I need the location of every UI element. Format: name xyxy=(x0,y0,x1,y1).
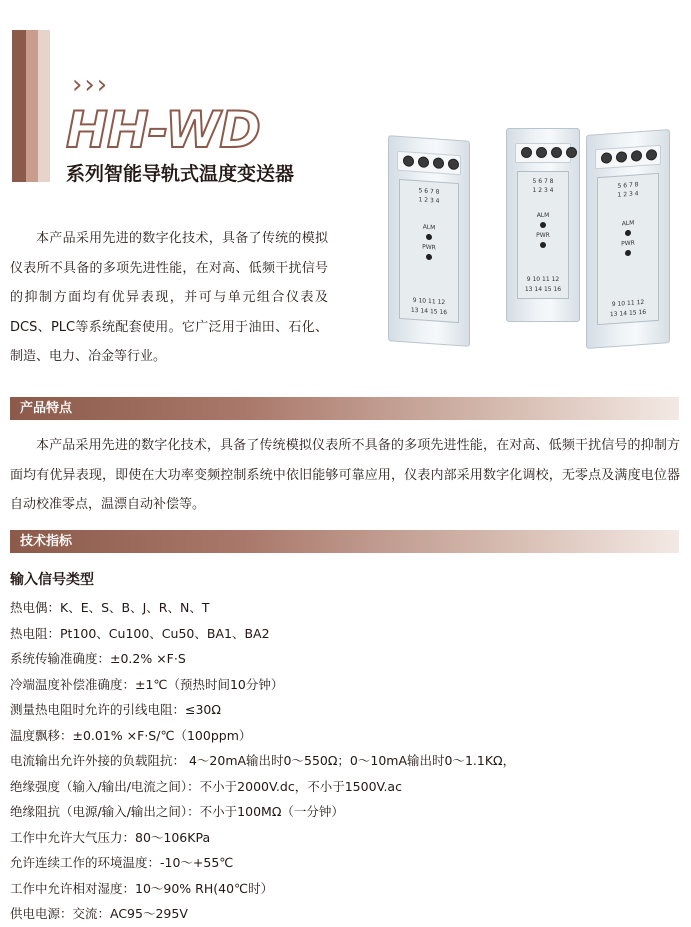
stripe-medium xyxy=(26,30,38,182)
led-label-alm: ALM xyxy=(621,219,635,228)
spec-item: 绝缘阻抗（电源/输入/输出之间）：不小于100MΩ（一分钟） xyxy=(10,804,344,819)
led-label-pwr: PWR xyxy=(536,232,550,239)
features-text xyxy=(10,431,680,520)
front-panel xyxy=(399,179,459,323)
led-label-alm: ALM xyxy=(422,223,436,232)
product-image xyxy=(368,118,678,358)
alarm-led xyxy=(426,234,432,240)
device-left xyxy=(388,135,470,347)
spec-item: 工作中允许相对湿度：10～90% RH(40℃时） xyxy=(10,880,274,896)
terminal-numbers-bottom-2: 13 14 15 16 xyxy=(524,286,562,293)
spec-item: 绝缘强度（输入/输出/电流之间）：不小于2000V.dc，不小于1500V.ac xyxy=(10,778,402,794)
decorative-stripes xyxy=(12,30,50,182)
spec-item: 测量热电阻时允许的引线电阻：≤30Ω xyxy=(10,702,221,717)
intro-text xyxy=(10,224,328,372)
terminal-numbers-top: 5 6 7 8 xyxy=(418,187,440,196)
front-panel xyxy=(597,173,659,325)
spec-item: 温度飘移：±0.01% ×F·S/℃（100ppm） xyxy=(10,727,252,743)
spec-item: 电流输出允许外接的负载阻抗： 4～20mA输出时0～550Ω；0～10mA输出时0～1.1KΩ， xyxy=(10,753,516,768)
device-center xyxy=(506,128,580,322)
model-name: HH-WD xyxy=(66,101,260,159)
spec-item: 工作中允许大气压力：80～106KPa xyxy=(10,829,211,845)
spec-item: 冷端温度补偿准确度：±1℃（预热时间10分钟） xyxy=(10,676,284,692)
terminal-numbers-bottom: 9 10 11 12 xyxy=(412,296,446,307)
features-title: 产品特点 xyxy=(20,401,73,416)
spec-list xyxy=(10,595,680,927)
terminal-numbers-top-2: 1 2 3 4 xyxy=(418,196,440,205)
led-label-pwr: PWR xyxy=(621,239,635,248)
alarm-led xyxy=(625,230,631,236)
power-led xyxy=(625,250,631,256)
intro-paragraph: 本产品采用先进的数字化技术，具备了传统的模拟仪表所不具备的多项先进性能，在对高、低频干扰信号的抑制方面均有优异表现，并可与单元组合仪表及DCS、PLC等系统配套使用。它广泛用于油田、石化、制造、电力、冶金等行业。 xyxy=(10,231,328,364)
terminal-screws xyxy=(521,147,577,158)
terminal-numbers-top-2: 1 2 3 4 xyxy=(617,190,639,199)
front-panel xyxy=(517,171,569,299)
terminal-numbers-bottom: 9 10 11 12 xyxy=(526,276,560,283)
alarm-led xyxy=(540,222,546,228)
chevrons-icon: ››› xyxy=(72,70,110,100)
terminal-numbers-top: 5 6 7 8 xyxy=(617,181,639,190)
led-label-pwr: PWR xyxy=(422,243,436,252)
terminal-numbers-bottom: 9 10 11 12 xyxy=(611,298,645,309)
stripe-light xyxy=(38,30,50,182)
spec-item: 允许连续工作的环境温度：-10～+55℃ xyxy=(10,855,234,870)
power-led xyxy=(426,254,432,260)
specs-section-bar xyxy=(10,530,679,553)
input-signal-heading: 输入信号类型 xyxy=(10,572,94,588)
terminal-numbers-top-2: 1 2 3 4 xyxy=(532,187,554,194)
spec-item: 系统传输准确度：±0.2% ×F·S xyxy=(10,651,186,666)
page-subtitle: 系列智能导轨式温度变送器 xyxy=(66,163,295,185)
spec-item: 热电阻：Pt100、Cu100、Cu50、BA1、BA2 xyxy=(10,625,270,641)
led-label-alm: ALM xyxy=(536,212,550,219)
power-led xyxy=(540,242,546,248)
specs-title: 技术指标 xyxy=(20,534,73,549)
spec-item: 热电偶：K、E、S、B、J、R、N、T xyxy=(10,600,210,615)
spec-item: 供电电源：交流：AC95～295V xyxy=(10,906,188,921)
terminal-numbers-bottom-2: 13 14 15 16 xyxy=(410,306,448,317)
terminal-numbers-top: 5 6 7 8 xyxy=(532,178,554,185)
stripe-dark xyxy=(12,30,26,182)
terminal-numbers-bottom-2: 13 14 15 16 xyxy=(609,308,647,319)
device-right xyxy=(586,129,670,349)
features-paragraph: 本产品采用先进的数字化技术，具备了传统模拟仪表所不具备的多项先进性能，在对高、低频干扰信号的抑制方面均有优异表现，即使在大功率变频控制系统中依旧能够可靠应用，仪表内部采用数字化调校，无零点及满度电位器自动校准零点，温漂自动补偿等。 xyxy=(10,438,680,512)
features-section-bar xyxy=(10,397,679,420)
